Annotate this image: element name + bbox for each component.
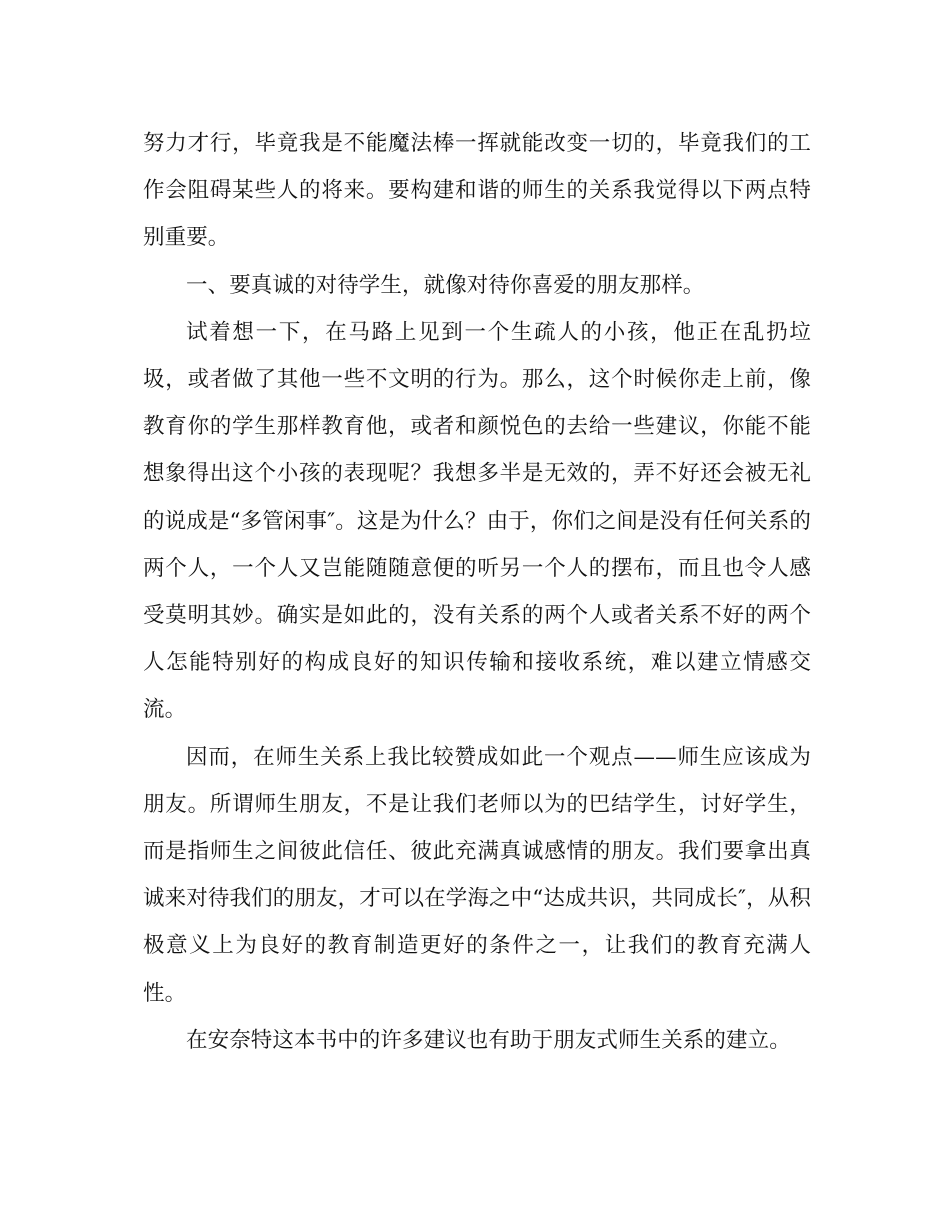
paragraph-teacher-friend: 因而，在师生关系上我比较赞成如此一个观点——师生应该成为朋友。所谓师生朋友，不是让我们老师以为的巴结学生，讨好学生，而是指师生之间彼此信任、彼此充满真诚感情的朋友。我们要拿出真诚来对待我们的朋友，才可以在学海之中“达成共识，共同成长″，从积极意义上为良好的教育制造更好的条件之一，让我们的教育充满人性。 xyxy=(143,744,811,1006)
body-text xyxy=(143,120,811,1064)
paragraph-continuation: 努力才行，毕竟我是不能魔法棒一挥就能改变一切的，毕竟我们的工作会阻碍某些人的将来。要构建和谐的师生的关系我觉得以下两点特别重要。 xyxy=(143,131,811,251)
paragraph-annette-book: 在安奈特这本书中的许多建议也有助于朋友式师生关系的建立。 xyxy=(186,1027,791,1053)
paragraph-heading-sincerity: 一、要真诚的对待学生，就像对待你喜爱的朋友那样。 xyxy=(186,272,705,298)
paragraph-stranger-example: 试着想一下，在马路上见到一个生疏人的小孩，他正在乱扔垃圾，或者做了其他一些不文明的行为。那么，这个时候你走上前，像教育你的学生那样教育他，或者和颜悦色的去给一些建议，你能不能想象得出这个小孩的表现呢？我想多半是无效的，弄不好还会被无礼的说成是“多管闲事″。这是为什么？由于，你们之间是没有任何关系的两个人，一个人又岂能随随意便的听另一个人的摆布，而且也令人感受莫明其妙。确实是如此的，没有关系的两个人或者关系不好的两个人怎能特别好的构成良好的知识传输和接收系统，难以建立情感交流。 xyxy=(143,319,811,723)
